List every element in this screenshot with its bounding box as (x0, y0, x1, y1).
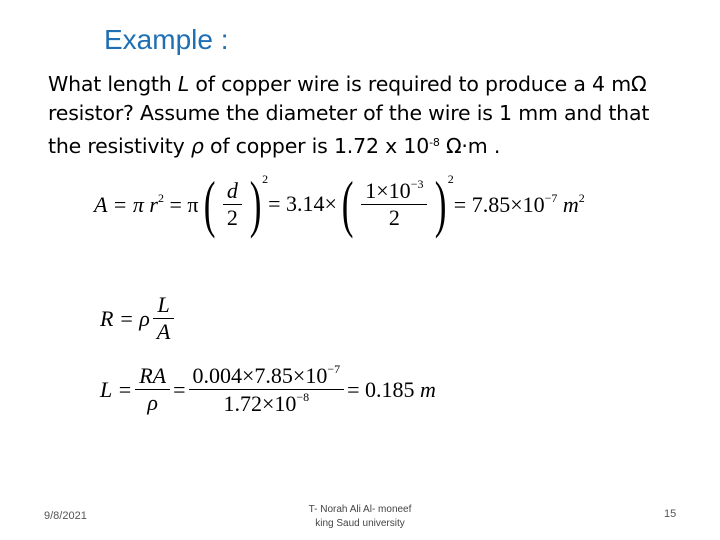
eq-area-result: = $7.85\times 10^{-7}$ $m^2$ (453, 190, 585, 217)
eq-length-lhs: L = (100, 376, 133, 402)
problem-line-3 (48, 128, 688, 161)
problem-text: the resistivity (48, 134, 191, 158)
footer-author (300, 503, 420, 531)
eq-resistance-lhs: R = ρ (100, 305, 150, 331)
exponent: 2 (447, 172, 454, 187)
footer-date: 9/8/2021 (44, 510, 87, 522)
problem-text: of copper wire is required to produce a 4 mΩ (189, 72, 647, 96)
exponent: -8 (429, 136, 440, 149)
problem-text: Ω·m . (439, 134, 501, 158)
problem-line-2: resistor? Assume the diameter of the wire is 1 mm and that (48, 101, 650, 125)
symbol-rho: ρ (190, 134, 204, 158)
author-institution: king Saud university (315, 518, 405, 529)
equation-area: A = π $r^2 = \pi$( $\frac{d}{2}$ )$^2$= 3.14×( $\frac{1\times 10^{-3}}{2}$ )$^2= 7.85\times 10^{-7}$ $m^2$ (94, 168, 585, 239)
fraction-L-over-A: $\frac{L}{A}$ (153, 292, 174, 345)
eq-area-mid: = 3.14× (268, 191, 337, 216)
fraction-1e-3-over-2: $\frac{1\times 10^{-3}}{2}$ (361, 177, 427, 231)
fraction-numeric: $\frac{0.004\times 7.85\times 10^{-7}}{1.72\times 10^{-8}}$ (189, 362, 345, 417)
equation-length: L = $\frac{RA}{\rho}$ = $\frac{0.004\times 7.85\times 10^{-7}}{1.72\times 10^{-8}}$ = 0.185 m (100, 362, 436, 416)
eq-area-lhs: A = π $r^2 = \pi$ (94, 190, 199, 217)
problem-text: What length (48, 72, 178, 96)
problem-statement (48, 70, 688, 161)
eq-length-result: = 0.185 m (347, 376, 436, 402)
problem-line-1 (48, 70, 688, 99)
fraction-RA-over-rho: $\frac{RA}{\rho}$ (135, 363, 170, 416)
slide-title: Example : (104, 24, 229, 55)
fraction-d-over-2: $\frac{d}{2}$ (223, 178, 242, 231)
variable-L: L (177, 72, 190, 96)
exponent: 2 (262, 172, 269, 187)
equation-resistance (100, 292, 177, 345)
page-number: 15 (664, 508, 677, 520)
author-name: T- Norah Ali Al- moneef (308, 504, 412, 515)
problem-text: of copper is 1.72 x 10 (203, 134, 430, 158)
